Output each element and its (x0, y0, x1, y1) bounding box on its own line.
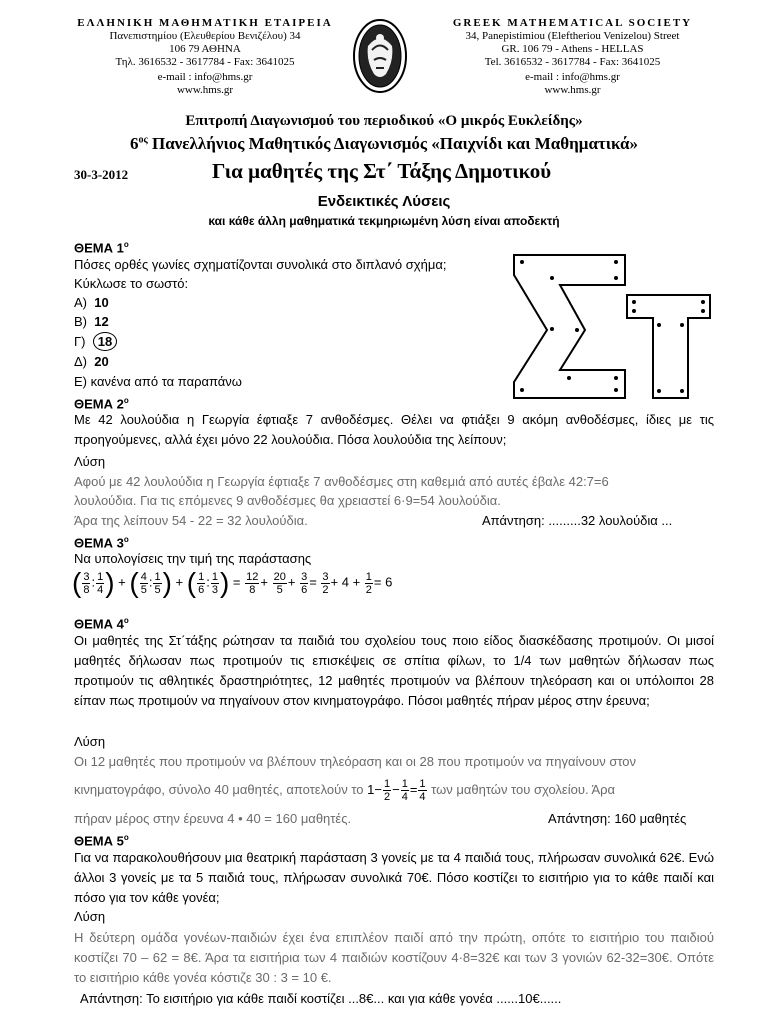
society-logo (350, 16, 410, 96)
q4-title: ΘΕΜΑ $4^o$ (74, 616, 129, 632)
q2-solution-line-3: Άρα της λείπουν 54 - 22 = 32 λουλούδια. (74, 513, 308, 528)
q3-title: ΘΕΜΑ $3^o$ (74, 535, 129, 551)
committee-title: Επιτροπή Διαγωνισμού του περιοδικού «Ο μικρός Ευκλείδης» (185, 113, 583, 129)
fraction: $\frac{4}{5}$ (140, 570, 147, 596)
address-line-1: Πανεπιστημίου (Ελευθερίου Βενιζέλου) 34 (109, 30, 301, 42)
solutions-subtitle: και κάθε άλλη μαθηματικά τεκμηριωμένη λύση είναι αποδεκτή (208, 214, 560, 228)
q1-option-c: Γ) 18 (74, 333, 117, 351)
email-line-en: e-mail : info@hms.gr (525, 71, 620, 83)
q1-correct-answer: 18 (93, 332, 117, 351)
q4-question: Οι μαθητές της Στ΄τάξης ρώτησαν τα παιδιά του σχολείου τους ποιο είδος διασκέδασης προτιμούν. Οι μισοί μαθητές δήλωσαν πως προτιμούν τις επισκέψεις σε σπίτια φίλων, το 1/4 των μαθητών δήλωσαν πως προτιμούν τις αθλητικές δραστηριότητες, 12 μαθητές προτιμούν να βλέπουν τηλεόραση και οι υπόλοιποι 28 είπαν πως προτιμούν να πηγαίνουν στον κινηματογράφο. Πόσοι μαθητές πήραν μέρος στην έρευνα; (74, 633, 714, 708)
q1-option-e: Ε) κανένα από τα παραπάνω (74, 374, 242, 389)
fraction: $\frac{1}{3}$ (211, 570, 218, 596)
grade-title: Για μαθητές της Στ΄ Τάξης Δημοτικού (212, 159, 552, 183)
fraction: $\frac{3}{2}$ (322, 570, 329, 596)
website-line-en: www.hms.gr (544, 84, 601, 96)
q4-answer: Απάντηση: 160 μαθητές (548, 811, 687, 826)
q5-answer: Απάντηση: Το εισιτήριο για κάθε παιδί κοστίζει ...8€... και για κάθε γονέα ......10€...... (80, 991, 562, 1006)
fraction: $\frac{12}{8}$ (246, 570, 259, 596)
q3-expression: ( $\frac{3}{8}$ : $\frac{1}{4}$ ) + ( $\frac{4}{5}$ : $\frac{1}{5}$ ) + ( $\frac{1}{6}$ : $\frac{1}{3}$ ) = $\frac{12}{8}$ + $\frac{20}{5}$ + $\frac{3}{6}$ = $\frac{3}{2}$ + 4 + $\frac{1}{2}$ = 6 (72, 567, 393, 598)
header-left (60, 17, 350, 97)
q1-instruction: Κύκλωσε το σωστό: (74, 276, 189, 291)
fraction: $\frac{3}{6}$ (301, 570, 308, 596)
competition-title: $6^{o\varsigma}$ Πανελλήνιος Μαθητικός Διαγωνισμός «Παιχνίδι και Μαθηματικά» (130, 134, 638, 153)
email-line: e-mail : info@hms.gr (157, 71, 253, 83)
q5-question: Για να παρακολουθήσουν μια θεατρική παράσταση 3 γονείς με τα 4 παιδιά τους, πλήρωσαν συνολικά 62€. Ενώ άλλοι 3 γονείς με τα 5 παιδιά τους, πλήρωσαν συνολικά 70€. Πόσο κοστίζει το εισιτήριο για το κάθε παιδί και πόσο για τον κάθε γονέα; (74, 850, 714, 905)
q1-option-a: Α) 10 (74, 295, 109, 310)
q1-title: ΘΕΜΑ $1^o$ (74, 240, 129, 256)
q4-solution-line-3: πήραν μέρος στην έρευνα 4 • 40 = 160 μαθητές. (74, 811, 352, 826)
org-name-greek: ΕΛΛΗΝΙΚΗ ΜΑΘΗΜΑΤΙΚΗ ΕΤΑΙΡΕΙΑ (77, 17, 333, 29)
address-line-2-en: GR. 106 79 - Athens - HELLAS (501, 43, 644, 55)
solutions-title: Ενδεικτικές Λύσεις (317, 193, 451, 210)
address-line-1-en: 34, Panepistimiou (Eleftheriou Venizelou) Street (465, 30, 680, 42)
q1-question: Πόσες ορθές γωνίες σχηματίζονται συνολικά στο διπλανό σχήμα; (74, 257, 447, 272)
fraction: $\frac{3}{8}$ (83, 570, 90, 596)
q1-figure-sigma-tau (505, 250, 715, 400)
phone-line-en: Tel. 3616532 - 3617784 - Fax: 3641025 (484, 56, 661, 68)
q4-solution-label: Λύση (74, 734, 106, 749)
q2-title: ΘΕΜΑ $2^o$ (74, 396, 129, 412)
phone-line: Τηλ. 3616532 - 3617784 - Fax: 3641025 (115, 56, 295, 68)
q2-solution-label: Λύση (74, 454, 106, 469)
fraction: $\frac{20}{5}$ (273, 570, 286, 596)
date: 30-3-2012 (74, 167, 129, 182)
q1-option-d: Δ) 20 (74, 354, 109, 369)
fraction: $\frac{1}{4}$ (97, 570, 104, 596)
address-line-2: 106 79 ΑΘΗΝΑ (169, 43, 241, 55)
q2-question: Με 42 λουλούδια η Γεωργία έφτιαξε 7 ανθοδέσμες. Θέλει να φτιάξει 9 ακόμη ανθοδέσμες, ίδιες με τις προηγούμενες, αλλά έχει μόνο 22 λουλούδια. Πόσα λουλούδια της λείπουν; (74, 412, 714, 447)
q4-solution-line-1: Οι 12 μαθητές που προτιμούν να βλέπουν τηλεόραση και οι 28 που προτιμούν να πηγαίνουν στον (74, 754, 637, 769)
q3-question: Να υπολογίσεις την τιμή της παράστασης (74, 551, 312, 566)
q2-solution-line-1: Αφού με 42 λουλούδια η Γεωργία έφτιαξε 7 ανθοδέσμες στη καθεμιά από αυτές έβαλε 42:7=6 (74, 474, 609, 489)
q4-solution-line-2: κινηματογράφο, σύνολο 40 μαθητές, αποτελούν το 1− $\frac{1}{2}$ − $\frac{1}{4}$ = $\frac{1}{4}$ των μαθητών του σχολείου. Άρα (74, 778, 616, 804)
header-right (430, 17, 715, 97)
fraction: $\frac{1}{4}$ (419, 778, 426, 804)
org-name-english: GREEK MATHEMATICAL SOCIETY (452, 17, 693, 29)
q5-solution: Η δεύτερη ομάδα γονέων-παιδιών έχει ένα επιπλέον παιδί από την πρώτη, οπότε το εισιτήριο του παιδιού κοστίζει 70 – 62 = 8€. Άρα τα εισιτήρια των 4 παιδιών κοστίζουν 4·8=32€ και των 3 γονιών 62-32=30€. Οπότε το εισιτήριο κάθε γονέα κόστιζε 30 : 3 = 10 €. (74, 930, 714, 985)
q5-title: ΘΕΜΑ $5^o$ (74, 833, 129, 849)
q5-solution-label: Λύση (74, 909, 106, 924)
fraction: $\frac{1}{2}$ (365, 570, 372, 596)
q2-solution-line-2: λουλούδια. Για τις επόμενες 9 ανθοδέσμες θα χρειαστεί 6·9=54 λουλούδια. (74, 493, 501, 508)
fraction: $\frac{1}{5}$ (154, 570, 161, 596)
q1-option-b: Β) 12 (74, 314, 109, 329)
fraction: $\frac{1}{6}$ (198, 570, 205, 596)
q2-answer: Απάντηση: .........32 λουλούδια ... (482, 513, 673, 528)
fraction: $\frac{1}{4}$ (401, 778, 408, 804)
website-line: www.hms.gr (176, 84, 234, 96)
fraction: $\frac{1}{2}$ (383, 778, 391, 804)
